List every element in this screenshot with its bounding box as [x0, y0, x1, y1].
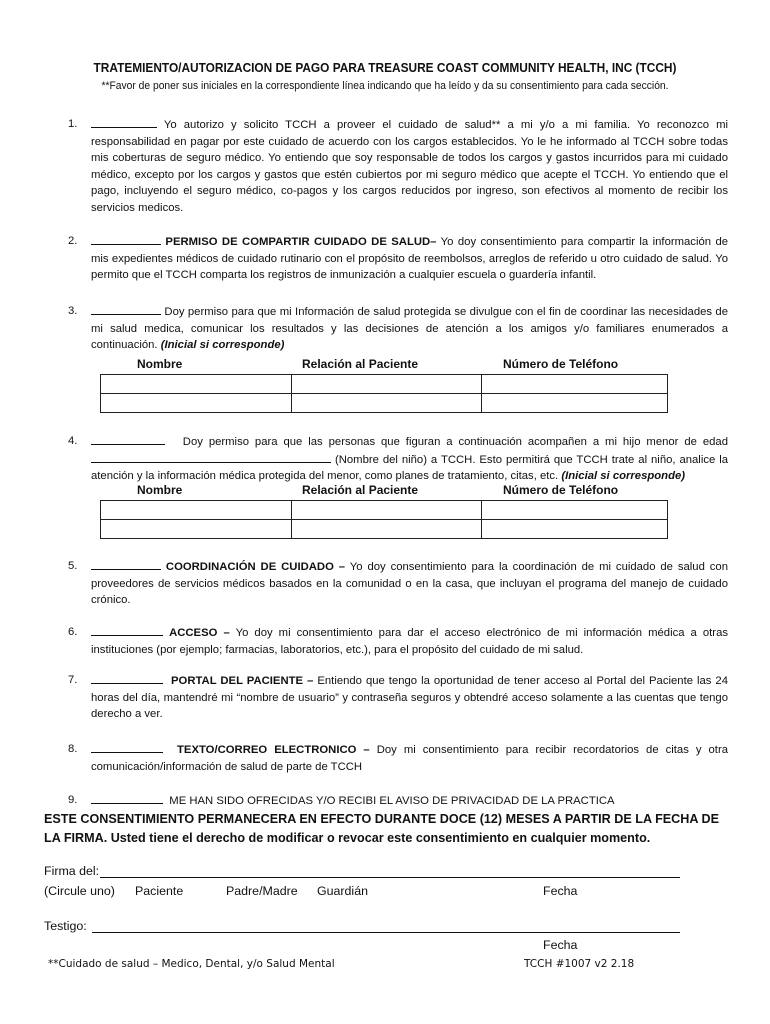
table2-header-phone: Número de Teléfono [503, 483, 619, 497]
item-number: 2. [68, 235, 78, 247]
contacts-table-1 [100, 374, 668, 413]
item-3 [68, 303, 728, 354]
item-heading: TEXTO/CORREO ELECTRONICO – [177, 744, 370, 756]
option-guardian[interactable]: Guardián [317, 884, 368, 898]
form-version: TCCH #1007 v2 2.18 [524, 958, 635, 970]
circle-one-label: (Circule uno) [44, 884, 115, 898]
item-9 [68, 792, 728, 810]
item-number: 9. [68, 794, 78, 806]
item-number: 7. [68, 674, 78, 686]
table-row [101, 501, 668, 520]
table-row [101, 375, 668, 394]
child-name-line[interactable] [91, 451, 331, 463]
item-number: 3. [68, 305, 78, 317]
initials-line-5[interactable] [91, 558, 161, 570]
footer-note: **Cuidado de salud – Medico, Dental, y/o Salud Mental [48, 958, 335, 970]
table-cell[interactable] [482, 394, 668, 413]
item-text: Yo doy mi consentimiento para dar el acceso electrónico de mi información médica a otras instituciones (por ejemplo; farmacias, laboratorios, etc.), para el propósito del cuidado de mi salud. [91, 627, 729, 656]
table1-header-name: Nombre [137, 357, 183, 371]
item-text: ME HAN SIDO OFRECIDAS Y/O RECIBI EL AVISO DE PRIVACIDAD DE LA PRACTICA [169, 795, 615, 807]
item-8 [68, 741, 728, 775]
table-cell[interactable] [101, 394, 292, 413]
form-subtitle: **Favor de poner sus iniciales en la correspondiente línea indicando que ha leído y da su consentimiento para cada sección. [101, 80, 669, 92]
item-number: 8. [68, 743, 78, 755]
witness-label: Testigo: [44, 919, 87, 933]
initials-line-1[interactable] [91, 116, 157, 128]
item-heading: COORDINACIÓN DE CUIDADO – [165, 561, 346, 573]
initials-line-2[interactable] [91, 233, 161, 245]
table-cell[interactable] [101, 520, 292, 539]
item-text-b: (Nombre del niño) a TCCH. Esto permitirá que TCCH trate al niño, analice la atención y la información médica protegida del menor, como planes de tratamiento, citas, etc. [91, 453, 728, 483]
item-note: (Inicial si corresponde) [160, 339, 285, 352]
table1-header-relation: Relación al Paciente [302, 357, 419, 371]
table-cell[interactable] [292, 520, 482, 539]
form-title: TRATEMIENTO/AUTORIZACION DE PAGO PARA TREASURE COAST COMMUNITY HEALTH, INC (TCCH) [93, 60, 677, 75]
item-text: Doy permiso para que mi Información de salud protegida se divulgue con el fin de coordinar las necesidades de mi salud medica, comunicar los resultados y las decisiones de atención a los amigos y/o familiares enumerados a continuación. [91, 306, 728, 352]
table1-header-phone: Número de Teléfono [503, 357, 619, 371]
item-text: Doy mi consentimiento para recibir recordatorios de citas y otra comunicación/información de salud de parte de TCCH [91, 744, 728, 773]
item-text: Yo doy consentimiento para la coordinación de mi cuidado de salud con proveedores de servicios médicos basados en la comunidad o en la casa, que incluyan el programa del manejo de cuidado crónico. [91, 561, 728, 607]
table-row [101, 520, 668, 539]
contacts-table-2 [100, 500, 668, 539]
table-cell[interactable] [292, 375, 482, 394]
item-text: Yo autorizo y solicito TCCH a proveer el cuidado de salud** a mi y/o a mi familia. Yo reconozco mi responsabilidad en pagar por este cuidado de acuerdo con los cargos establecidos. Yo le he informado al TCCH sobre todas mis coberturas de seguro médico. Yo entiendo que soy responsable de todos los cargos y gastos incurridos para mi cuidado médico, excepto por los cargos y gastos que estén cubiertos por mi seguro médico que acepte el TCCH. Yo entiendo que el pago, incluyendo el seguro médico, co-pagos y los cargos reducidos por ingreso, son efectivos al momento de recibir los servicios medicos. [91, 119, 728, 214]
item-text: Entiendo que tengo la oportunidad de tener acceso al Portal del Paciente las 24 horas del día, mantendré mi “nombre de usuario” y contraseña seguros y obtendré acceso solamente a las cuentas que tengo derecho a ver. [91, 675, 728, 721]
item-number: 4. [68, 435, 78, 447]
item-note: (Inicial si corresponde) [561, 470, 686, 483]
item-6 [68, 624, 728, 658]
table-cell[interactable] [482, 520, 668, 539]
table-cell[interactable] [292, 394, 482, 413]
witness-date-label: Fecha [543, 938, 578, 952]
item-heading: PORTAL DEL PACIENTE – [171, 675, 314, 687]
initials-line-6[interactable] [91, 624, 163, 636]
table2-header-name: Nombre [137, 483, 183, 497]
item-text-a: Doy permiso para que las personas que figuran a continuación acompañen a mi hijo menor de edad [182, 436, 728, 448]
option-paciente[interactable]: Paciente [135, 884, 184, 898]
item-heading: PERMISO DE COMPARTIR CUIDADO DE SALUD– [165, 236, 437, 248]
signature-line[interactable] [100, 877, 680, 878]
item-7 [68, 672, 728, 723]
table-cell[interactable] [101, 375, 292, 394]
table2-header-relation: Relación al Paciente [302, 483, 419, 497]
initials-line-7[interactable] [91, 672, 163, 684]
consent-statement: ESTE CONSENTIMIENTO PERMANECERA EN EFECTO DURANTE DOCE (12) MESES A PARTIR DE LA FECHA DE LA FIRMA. Usted tiene el derecho de modificar o revocar este consentimiento en cualquier momento. [44, 812, 719, 845]
signature-label: Firma del: [44, 864, 100, 878]
item-2 [68, 233, 728, 284]
table-cell[interactable] [292, 501, 482, 520]
item-number: 6. [68, 626, 78, 638]
item-number: 5. [68, 560, 78, 572]
item-4 [68, 433, 728, 485]
initials-line-4[interactable] [91, 433, 165, 445]
witness-line[interactable] [92, 932, 680, 933]
initials-line-8[interactable] [91, 741, 163, 753]
item-heading: ACCESO – [169, 627, 230, 639]
initials-line-9[interactable] [91, 792, 163, 804]
table-row [101, 394, 668, 413]
initials-line-3[interactable] [91, 303, 161, 315]
table-cell[interactable] [482, 375, 668, 394]
table-cell[interactable] [101, 501, 292, 520]
option-padre-madre[interactable]: Padre/Madre [226, 884, 298, 898]
table-cell[interactable] [482, 501, 668, 520]
date-label: Fecha [543, 884, 578, 898]
item-number: 1. [68, 118, 78, 130]
item-5 [68, 558, 728, 609]
item-1 [68, 116, 728, 217]
item-text: Yo doy consentimiento para compartir la información de mis expedientes médicos de cuidado rutinario con el propósito de reembolsos, arreglos de referido u otro cuidado de salud. Yo permito que el TCCH comparta los registros de inmunización a cualquier escuela o guardería infantil. [91, 236, 729, 282]
